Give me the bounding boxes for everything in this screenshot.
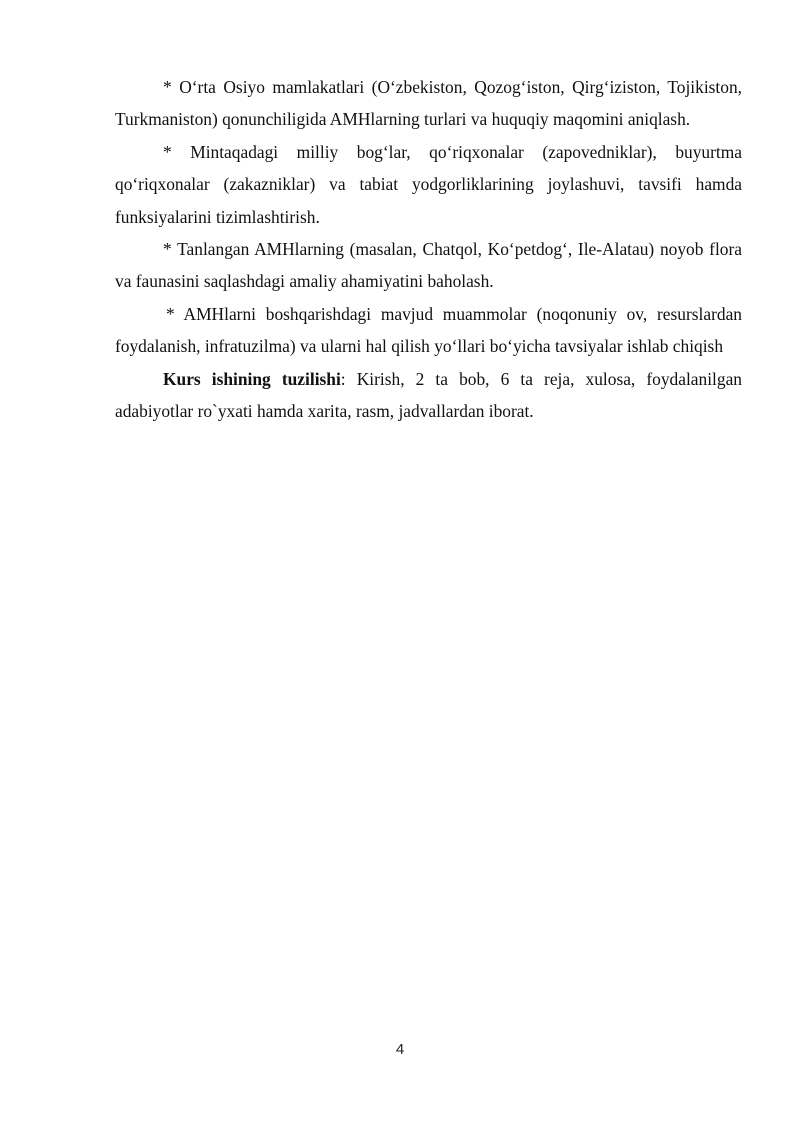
page-number: 4 (395, 1041, 405, 1058)
course-structure-label: Kurs ishining tuzilishi (163, 368, 341, 389)
goal-paragraph-2: * Mintaqadagi milliy bog‘lar, qo‘riqxonalar (zapovedniklar), buyurtma qo‘riqxonalar (zakazniklar) va tabiat yodgorliklarining joylashuvi, tavsifi hamda funksiyalarini tizimlashtirish. (115, 141, 742, 227)
course-structure-paragraph (115, 363, 742, 428)
course-structure-text: : Kirish, 2 ta bob, 6 ta reja, xulosa, foydalanilgan adabiyotlar ro`yxati hamda xarita, rasm, jadvallardan iborat. (115, 368, 742, 422)
goal-paragraph-3: * Tanlangan AMHlarning (masalan, Chatqol, Ko‘petdog‘, Ile-Alatau) noyob flora va faunasini saqlashdagi amaliy ahamiyatini baholash. (115, 239, 742, 292)
goal-paragraph-1: * O‘rta Osiyo mamlakatlari (O‘zbekiston, Qozog‘iston, Qirg‘iziston, Tojikiston, Turkmaniston) qonunchiligida AMHlarning turlari va huquqiy maqomini aniqlash. (115, 77, 742, 130)
goal-paragraph-4: * AMHlarni boshqarishdagi mavjud muammolar (noqonuniy ov, resurslardan foydalanish, infratuzilma) va ularni hal qilish yo‘llari bo‘yicha tavsiyalar ishlab chiqish (115, 303, 742, 357)
document-body (115, 71, 742, 427)
